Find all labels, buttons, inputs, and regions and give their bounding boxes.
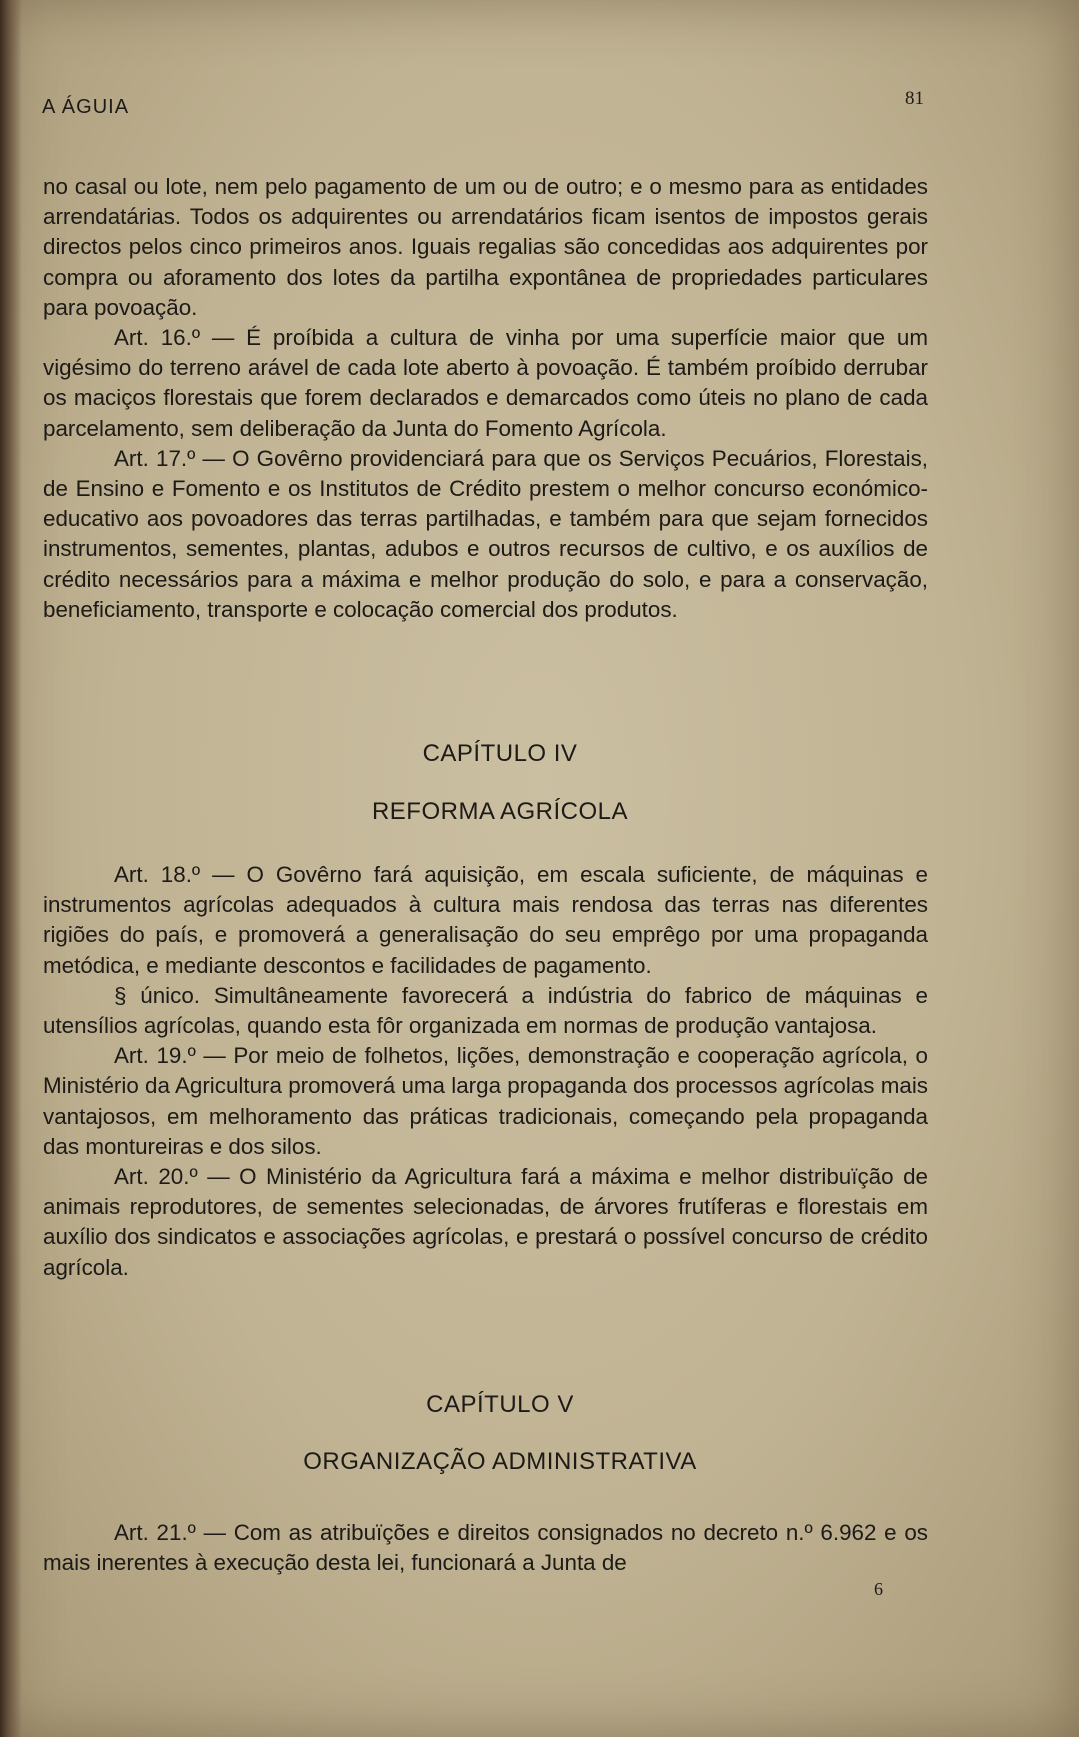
text-block-middle: [43, 860, 928, 1283]
paragraph-art-21: Art. 21.º — Com as atribuïções e direitos consignados no decreto n.º 6.962 e os mais inerentes à execução desta lei, funcionará a Junta de: [43, 1520, 928, 1576]
paragraph-sole-section: § único. Simultâneamente favorecerá a indústria do fabrico de máquinas e utensílios agrícolas, quando esta fôr organizada em normas de produção vantajosa.: [43, 982, 928, 1039]
chapter-4-title: REFORMA AGRÍCOLA: [371, 798, 629, 825]
text-block-top: [43, 172, 928, 625]
paragraph-art-20: Art. 20.º — O Ministério da Agricultura fará a máxima e melhor distribuïção de animais reprodutores, de sementes selecionadas, de árvores frutíferas e florestais em auxílio dos sindicatos e associações agrícolas, e prestará o possível concurso de crédito agrícola.: [43, 1164, 928, 1280]
page-number: 81: [905, 88, 924, 109]
paragraph-art-18: Art. 18.º — O Govêrno fará aquisição, em escala suficiente, de máquinas e instrumentos agrícolas adequados à cultura mais rendosa das terras nas diferentes rigiões do país, e promoverá a generalisação do seu emprêgo por uma propaganda metódica, e mediante descontos e facilidades de pagamento.: [43, 862, 928, 978]
chapter-5-title: ORGANIZAÇÃO ADMINISTRATIVA: [303, 1448, 697, 1475]
paragraph-art-19: Art. 19.º — Por meio de folhetos, lições, demonstração e cooperação agrícola, o Ministério da Agricultura promoverá uma larga propaganda dos processos agrícolas mais vantajosos, em melhoramento das práticas tradicionais, começando pela propaganda das montureiras e dos silos.: [43, 1043, 928, 1159]
chapter-4-number: CAPÍTULO IV: [422, 740, 578, 767]
running-head: A ÁGUIA: [42, 96, 130, 118]
chapter-5-number: CAPÍTULO V: [426, 1391, 574, 1418]
paragraph-art-16: Art. 16.º — É proíbida a cultura de vinha por uma superfície maior que um vigésimo do terreno arável de cada lote aberto à povoação. É também proíbido derrubar os maciços florestais que forem declarados e demarcados como úteis no plano de cada parcelamento, sem deliberação da Junta do Fomento Agrícola.: [43, 325, 928, 441]
paragraph-continuation: no casal ou lote, nem pelo pagamento de um ou de outro; e o mesmo para as entidades arrendatárias. Todos os adquirentes ou arrendatários ficam isentos de impostos gerais directos pelos cinco primeiros anos. Iguais regalias são concedidas aos adquirentes por compra ou aforamento dos lotes da partilha expontânea de propriedades particulares para povoação.: [43, 174, 928, 320]
text-block-bottom: [43, 1518, 928, 1578]
signature-mark: 6: [874, 1579, 883, 1599]
paragraph-art-17: Art. 17.º — O Govêrno providenciará para que os Serviços Pecuários, Florestais, de Ensino e Fomento e os Institutos de Crédito prestem o melhor concurso económico-educativo aos povoadores das terras partilhadas, e também para que sejam fornecidos instrumentos, sementes, plantas, adubos e outros recursos de cultivo, e os auxílios de crédito necessários para a máxima e melhor produção do solo, e para a conservação, beneficiamento, transporte e colocação comercial dos produtos.: [43, 445, 928, 622]
binding-edge: [0, 0, 22, 1737]
